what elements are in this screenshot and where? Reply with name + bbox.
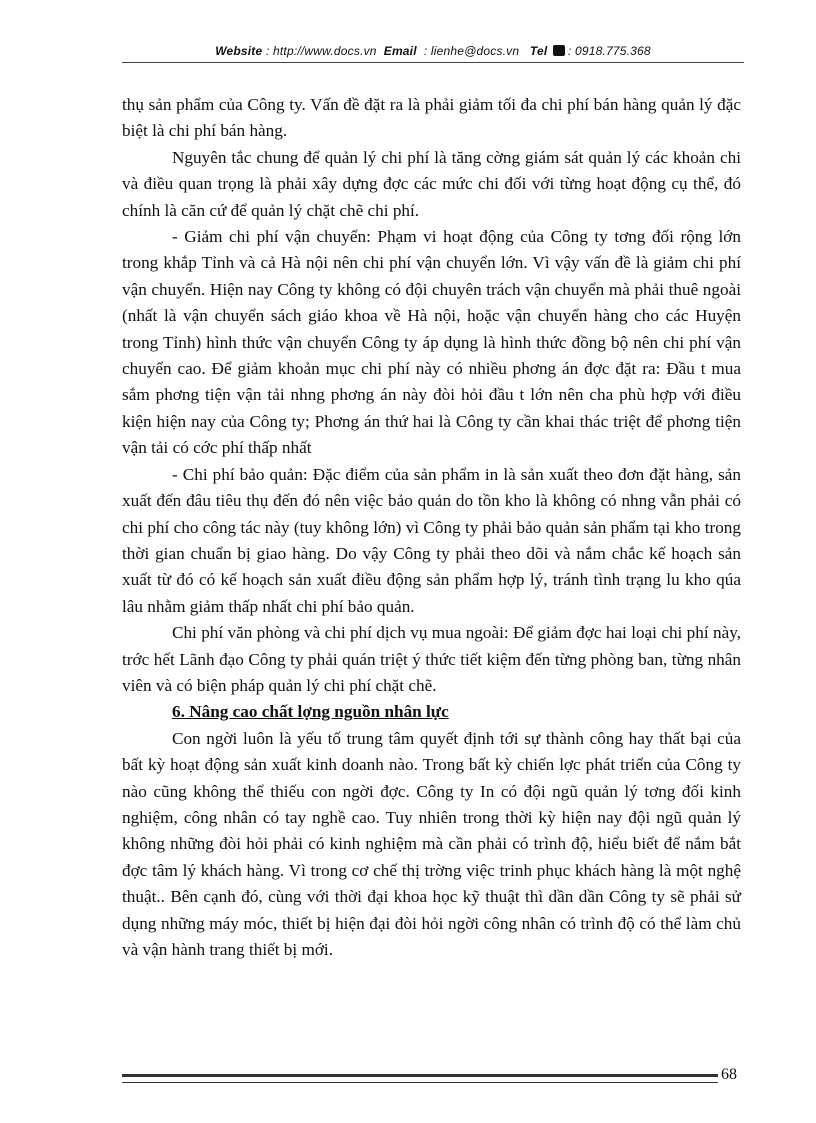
document-body <box>122 92 741 963</box>
phone-icon <box>553 45 565 56</box>
website-value: : http://www.docs.vn <box>265 44 377 58</box>
paragraph-1: thụ sản phẩm của Công ty. Vấn đề đặt ra là phải giảm tối đa chi phí bán hàng quản lý đặc biệt là chi phí bán hàng. <box>122 95 741 141</box>
paragraph-3: - Giảm chi phí vận chuyển: Phạm vi hoạt động của Công ty tơng đối rộng lớn trong khắp Tỉnh và cả Hà nội nên chi phí vận chuyển lớn. Vì vậy vấn đề là giảm chi phí vận chuyển. Hiện nay Công ty không có đội chuyên trách vận chuyển mà phải thuê ngoài (nhất là vận chuyển sách giáo khoa về Hà nội, hoặc vận chuyển hàng cho các Huyện trong Tỉnh) hình thức vận chuyển Công ty áp dụng là hình thức đồng bộ nên chi phí vận chuyển cao. Để giảm khoản mục chi phí này có nhiều phơng án đợc đặt ra: Đầu t mua sắm phơng tiện vận tải nhng phơng án này đòi hỏi đầu t lớn nên cha phù hợp với điều kiện hiện nay của Công ty; Phơng án thứ hai là Công ty cần khai thác triệt để phơng tiện vận tải có cớc phí thấp nhất <box>122 227 741 458</box>
section-heading-text: 6. Nâng cao chất lợng nguồn nhân lực <box>172 702 449 722</box>
page-header <box>122 44 744 58</box>
page-number: 68 <box>721 1066 737 1083</box>
email-value: : lienhe@docs.vn <box>423 44 520 58</box>
paragraph-2: Nguyên tắc chung để quản lý chi phí là tăng cờng giám sát quản lý các khoản chi và điều quan trọng là phải xây dựng đợc các mức chi đối với từng hoạt động cụ thể, đó chính là căn cứ để quản lý chặt chẽ chi phí. <box>122 147 741 220</box>
footer-divider <box>122 1074 718 1083</box>
tel-label: Tel <box>529 44 548 58</box>
paragraph-4: - Chi phí bảo quản: Đặc điểm của sản phẩm in là sản xuất theo đơn đặt hàng, sản xuất đến đâu tiêu thụ đến đó nên việc bảo quản do tồn kho là không có nhng vẫn phải có chi phí cho công tác này (tuy không lớn) vì Công ty phải bảo quản sản phẩm tại kho trong thời gian chuẩn bị giao hàng. Do vậy Công ty phải theo dõi và nắm chắc kế hoạch sản xuất từ đó có kế hoạch sản xuất điều động sản phẩm hợp lý, tránh tình trạng lu kho qúa lâu nhằm giảm thấp nhất chi phí bảo quản. <box>122 464 741 616</box>
tel-value: : 0918.775.368 <box>567 44 651 58</box>
email-label: Email <box>383 44 417 58</box>
website-label: Website <box>215 44 263 58</box>
section-heading <box>122 699 741 725</box>
header-divider <box>122 62 744 63</box>
paragraph-6: Con ngời luôn là yếu tố trung tâm quyết định tới sự thành công hay thất bại của bất kỳ hoạt động sản xuất kinh doanh nào. Trong bất kỳ chiến lợc phát triển của Công ty nào cũng không thể thiếu con ngời đợc. Công ty In có đội ngũ quản lý tơng đối kinh nghiệm, công nhân có tay nghề cao. Tuy nhiên trong thời kỳ hiện nay đội ngũ quản lý không những đòi hỏi phải có kinh nghiệm mà cần phải có trình độ, hiểu biết để nắm bắt đợc tâm lý khách hàng. Vì trong cơ chế thị trờng việc trinh phục khách hàng là một nghệ thuật.. Bên cạnh đó, cùng với thời đại khoa học kỹ thuật thì dần dần Công ty sẽ phải sử dụng những máy móc, thiết bị hiện đại đòi hỏi ngời công nhân có trình độ có thể làm chủ và vận hành trang thiết bị mới. <box>122 728 741 959</box>
paragraph-5: Chi phí văn phòng và chi phí dịch vụ mua ngoài: Để giảm đợc hai loại chi phí này, trớc hết Lãnh đạo Công ty phải quán triệt ý thức tiết kiệm đến từng phòng ban, từng nhân viên và có biện pháp quản lý chi phí chặt chẽ. <box>122 623 741 695</box>
